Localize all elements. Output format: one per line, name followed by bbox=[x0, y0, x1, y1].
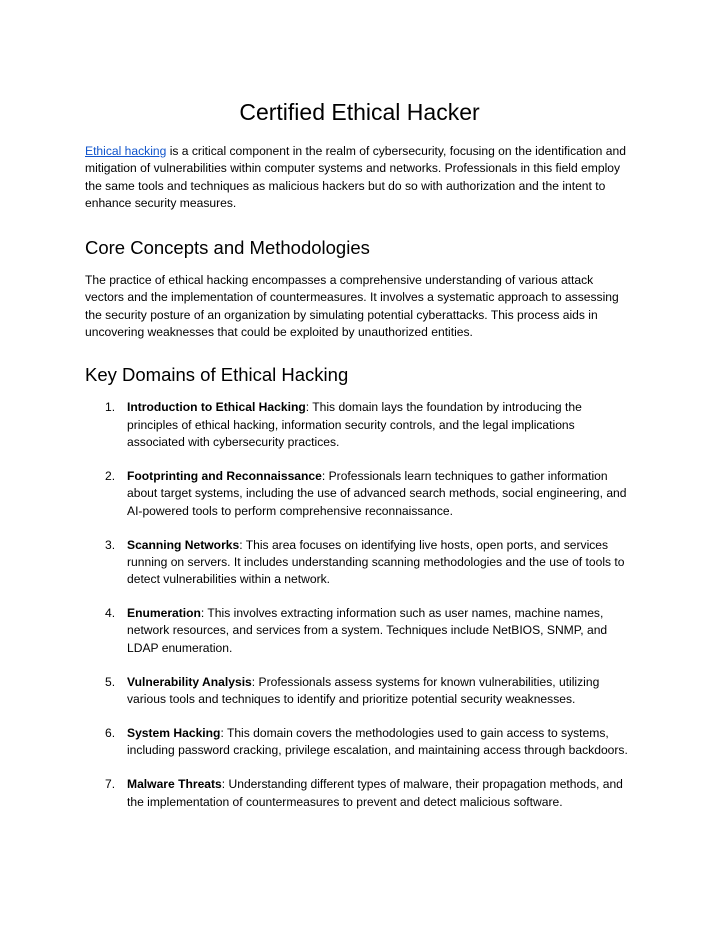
list-desc: : This involves extracting information such as user names, machine names, network resources, and services from a system. Techniques include NetBIOS, SNMP, and LDAP enumeration. bbox=[127, 606, 608, 655]
list-desc: : This domain lays the foundation by introducing the principles of ethical hacking, information security controls, and the legal implications associated with cybersecurity practices. bbox=[127, 400, 582, 449]
domains-list bbox=[85, 399, 634, 810]
list-desc: : Understanding different types of malware, their propagation methods, and the implementation of countermeasures to prevent and detect malicious software. bbox=[127, 777, 623, 809]
list-item bbox=[85, 674, 634, 709]
list-number: 7. bbox=[105, 777, 116, 792]
list-desc: : This area focuses on identifying live hosts, open ports, and services running on servers. It includes understanding scanning methodologies and the use of tools to detect vulnerabilities within a network. bbox=[127, 537, 625, 587]
intro-text: is a critical component in the realm of cybersecurity, focusing on the identification and mitigation of vulnerabilities within computer systems and networks. Professionals in this field employ the same tools and techniques as malicious hackers but do so with authorization and the intent to enhance security measures. bbox=[85, 144, 626, 210]
list-item bbox=[85, 537, 634, 589]
list-item bbox=[85, 468, 634, 520]
list-desc: : This domain covers the methodologies used to gain access to systems, including password cracking, privilege escalation, and maintaining access through backdoors. bbox=[127, 725, 628, 758]
list-number: 6. bbox=[105, 725, 116, 740]
list-term: Footprinting and Reconnaissance bbox=[127, 468, 322, 483]
ethical-hacking-link[interactable]: Ethical hacking bbox=[85, 144, 167, 158]
section-heading-key-domains: Key Domains of Ethical Hacking bbox=[85, 364, 349, 386]
list-item bbox=[85, 725, 634, 760]
list-term: Enumeration bbox=[127, 606, 201, 621]
list-desc: : Professionals learn techniques to gather information about target systems, including the use of advanced search methods, social engineering, and AI-powered tools to perform comprehensive reconnaissance. bbox=[127, 468, 627, 518]
list-term: Scanning Networks bbox=[127, 537, 240, 552]
list-item bbox=[85, 399, 634, 451]
list-term: Vulnerability Analysis bbox=[127, 674, 252, 689]
list-number: 1. bbox=[105, 400, 116, 415]
intro-paragraph bbox=[85, 143, 634, 212]
core-concepts-paragraph: The practice of ethical hacking encompasses a comprehensive understanding of various attack vectors and the implementation of countermeasures. It involves a systematic approach to assessing the security posture of an organization by simulating potential cyberattacks. This process aids in uncovering weaknesses that could be exploited by unauthorized entities. bbox=[85, 273, 619, 340]
section-heading-core-concepts: Core Concepts and Methodologies bbox=[85, 237, 370, 259]
list-term: Malware Threats bbox=[127, 777, 222, 792]
list-number: 3. bbox=[105, 537, 116, 552]
document-title: Certified Ethical Hacker bbox=[239, 99, 480, 125]
list-number: 2. bbox=[105, 468, 116, 483]
list-item bbox=[85, 776, 634, 811]
list-number: 5. bbox=[105, 674, 116, 689]
list-desc: : Professionals assess systems for known vulnerabilities, utilizing various tools and techniques to identify and prioritize potential security weaknesses. bbox=[127, 674, 600, 706]
list-item bbox=[85, 605, 634, 657]
list-term: System Hacking bbox=[127, 725, 221, 740]
list-term: Introduction to Ethical Hacking bbox=[127, 400, 306, 415]
list-number: 4. bbox=[105, 606, 116, 621]
